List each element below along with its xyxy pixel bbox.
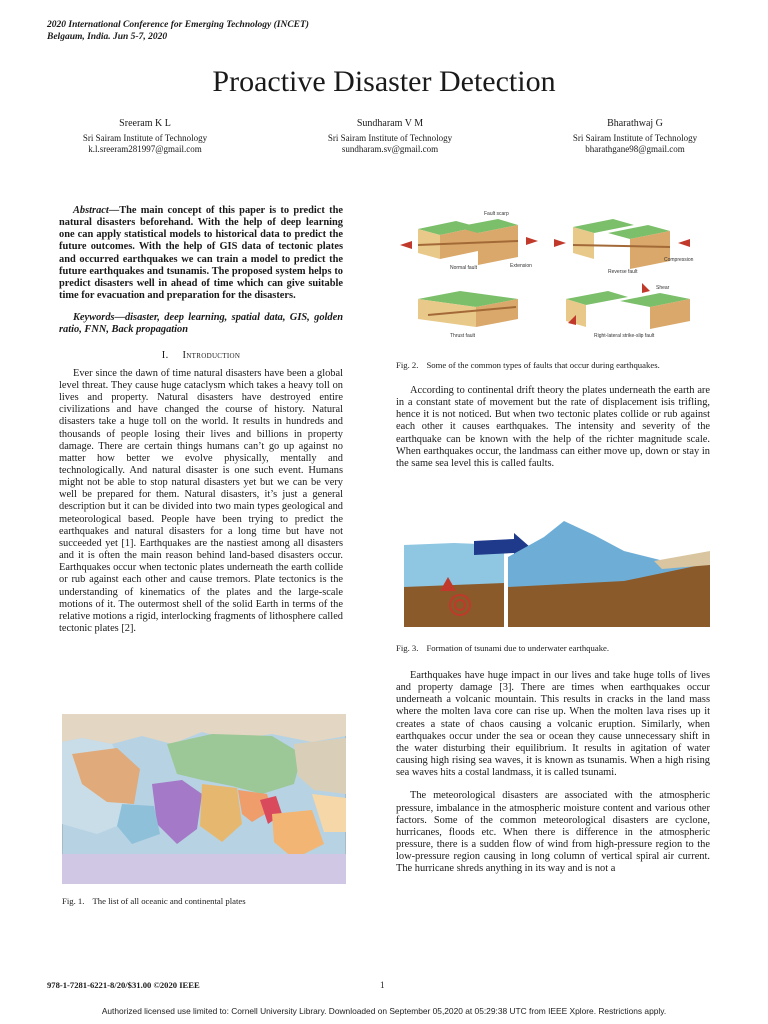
author-email: bharathgane98@gmail.com	[585, 144, 685, 154]
drift-paragraph: According to continental drift theory the plates underneath the earth are in a constant state of movement but the rate of displacement isis trifling, hence it is not noticed. But when two tectonic plates collide or rub against each other it causes earthquakes. The intensity and severity of the earthquake can be known with the help of the richter magnitude scale. When earthquakes occur, the landmass can either move up, down or stay in the same sea level this is called faults.	[396, 385, 710, 469]
plate-map-image	[62, 714, 346, 884]
antarctic-plate	[62, 854, 346, 884]
author-affiliation: Sri Sairam Institute of Technology	[327, 132, 453, 143]
author-block	[40, 118, 740, 156]
keywords-text: disaster, deep learning, spatial data, GIS, golden ratio, FNN, Back propagation	[59, 312, 343, 336]
intro-paragraph: Ever since the dawn of time natural disasters have been a global level threat. They cause huge cataclysm which takes a heavy toll on lives and property. Natural disasters have destroyed entire civilizations and have changed the course of history. Natural disasters take a huge toll on the world. It results in hundreds and thousands of people losing their lives and billions in property damage. There are certain things humans can’t go up against no matter how better we evolve physically, mentally and technologically. And natural disaster is one such event. Humans might not be able to stop natural disasters yet but we can be very well be prepared for them. Natural disasters, it’s just a general description but it can be divided into two main types geological and meteorological based. People have been trying to predict the earthquakes and natural disasters for a long time but have not succeeded yet [1]. Earthquakes are the nastiest among all disasters and it is often the main reason behind land-based disasters occur. Earthquakes occur when tectonic plates underneath the earth collide or rub against each other and cause tremors. Plate tectonics is the understanding of kinematics of the plates and the large-scale motions of it. The outermost shell of the solid Earth in terms of the relative motions a rigid, interlocking fragments of lithosphere called tectonic plates [2].	[59, 367, 343, 634]
strike-slip-fault-block	[566, 283, 690, 329]
conference-line: 2020 International Conference for Emerging Technology (INCET)	[47, 20, 309, 30]
author-affiliation: Sri Sairam Institute of Technology	[82, 132, 208, 143]
figure-caption-text: Some of the common types of faults that occur during earthquakes.	[426, 360, 660, 370]
section-title: Introduction	[182, 349, 241, 361]
section-heading	[59, 350, 343, 362]
keywords-label: Keywords	[73, 312, 115, 324]
fault-diagram	[398, 203, 710, 347]
callout-label: Compression	[664, 257, 694, 263]
keywords: Keywords—disaster, deep learning, spatial data, GIS, golden ratio, FNN, Back propagation	[59, 312, 343, 336]
normal-fault-block	[400, 219, 538, 265]
abstract-text: The main concept of this paper is to predict the natural disasters beforehand. With the help of deep learning one can apply statistical models to historical data to predict the future outcomes. With the help of GIS data of tectonic plates and occurred earthquakes we can train a model to predict the future earthquakes and tsunamis. The proposed system helps to predict disasters well in ahead of time which can give suitable time for evacuation and preparation for the disasters.	[59, 205, 343, 302]
paper-title: Proactive Disaster Detection	[212, 65, 556, 98]
figure-2-fault-types	[398, 203, 710, 347]
author-name: Sreeram K L	[119, 118, 171, 129]
section-number: I.	[161, 349, 169, 361]
conference-header	[47, 19, 309, 43]
panel-label: Normal fault	[450, 265, 477, 271]
figure-3-tsunami	[404, 517, 710, 627]
author-name: Bharathwaj G	[607, 118, 663, 129]
thrust-fault-block	[418, 291, 518, 327]
figure-2-caption	[396, 360, 716, 371]
abstract-label: Abstract	[73, 205, 109, 216]
right-column-top	[396, 385, 710, 470]
figure-1-caption	[62, 896, 346, 907]
panel-label: Right-lateral strike-slip fault	[594, 333, 655, 339]
tsunami-diagram	[404, 517, 710, 627]
author-3	[530, 118, 740, 156]
impact-paragraph: Earthquakes have huge impact in our lives and take huge tolls of lives and property damage [3]. There are times when earthquakes occur underneath a volcanic mountain. This results in cracks in the land mass where the molten lava core can rise up. When the molten lava rises up it creates a state of chaos causing a volcanic eruption. Similarly, when earthquakes occur under the sea or ocean they cause unnecessary shift in the water disturbing their equilibrium. It results in agitation of water causing high rising sea waves, it is known as tsunamis. When a high rising sea waves hits a costal landmass, it is called tsunami.	[396, 670, 710, 779]
author-email: k.l.sreeram281997@gmail.com	[88, 144, 202, 154]
figure-3-caption	[396, 643, 716, 654]
callout-label: Extension	[510, 263, 532, 269]
callout-label: Fault scarp	[484, 211, 509, 217]
author-2	[285, 118, 495, 156]
author-name: Sundharam V M	[356, 118, 424, 129]
figure-caption-text: Formation of tsunami due to underwater earthquake.	[426, 643, 610, 653]
authorized-use-notice: Authorized licensed use limited to: Cornell University Library. Downloaded on September 05,2020 at 05:29:38 UTC from IEEE Xplore. Restrictions apply.	[101, 1006, 667, 1016]
author-1	[40, 118, 250, 156]
callout-label: Shear	[656, 285, 670, 291]
left-column	[59, 205, 343, 635]
author-email: sundharam.sv@gmail.com	[341, 144, 439, 154]
figure-1-plate-map	[62, 714, 346, 884]
figure-label: Fig. 3.	[396, 643, 419, 653]
panel-label: Reverse fault	[608, 269, 638, 275]
figure-caption-text: The list of all oceanic and continental plates	[92, 896, 246, 906]
figure-label: Fig. 2.	[396, 360, 419, 370]
isbn-line: 978-1-7281-6221-8/20/$31.00 ©2020 IEEE	[47, 980, 200, 990]
meteorological-paragraph: The meteorological disasters are associated with the atmospheric pressure, imbalance in the atmospheric moisture content and various other factors. Some of the common meteorological disasters are cyclone, hurricanes, floods etc. When there is difference in the atmospheric pressure, there is a sudden flow of wind from high-pressure region to the low-pressure region causing in long column of vertical spiral air current. The hurricane shreds anything in its way and is not a	[396, 790, 710, 875]
author-affiliation: Sri Sairam Institute of Technology	[572, 132, 698, 143]
abstract: Abstract—The main concept of this paper is to predict the natural disasters beforehand. With the help of deep learning one can apply statistical models to historical data to predict the future outcomes. With the help of GIS data of tectonic plates and occurred earthquakes we can train a model to predict the future earthquakes and tsunamis. The proposed system helps to predict disasters well in ahead of time which can give suitable time for evacuation and preparation for the disasters.	[59, 205, 343, 302]
figure-label: Fig. 1.	[62, 896, 85, 906]
right-column-bottom	[396, 670, 710, 876]
panel-label: Thrust fault	[450, 333, 476, 339]
conference-location: Belgaum, India. Jun 5-7, 2020	[47, 32, 168, 42]
page-number: 1	[380, 980, 385, 990]
